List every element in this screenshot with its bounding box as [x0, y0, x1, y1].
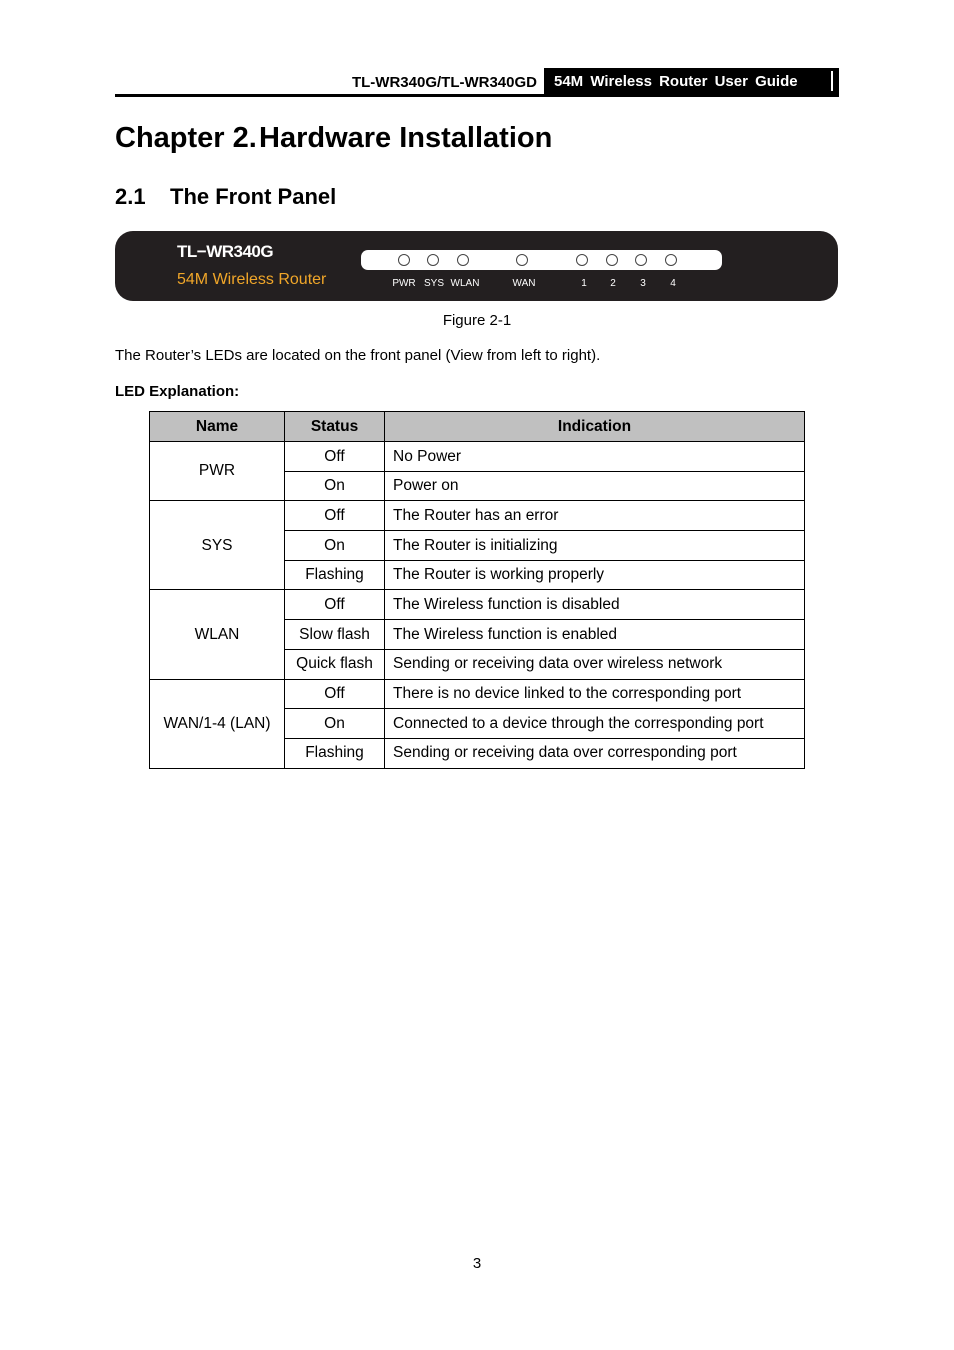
- led-indicator-icon: [576, 254, 588, 266]
- status-cell: On: [285, 471, 385, 501]
- led-indicator-icon: [427, 254, 439, 266]
- led-indicator-icon: [635, 254, 647, 266]
- column-header: Indication: [385, 412, 805, 442]
- led-label: 4: [670, 278, 676, 289]
- table-row: [150, 501, 805, 531]
- router-front-panel-figure: [115, 231, 838, 301]
- status-cell: Off: [285, 590, 385, 620]
- indication-cell: The Router is working properly: [385, 560, 805, 590]
- led-name-cell: WLAN: [150, 590, 285, 679]
- led-indicator-icon: [606, 254, 618, 266]
- indication-cell: The Router has an error: [385, 501, 805, 531]
- led-indicator-icon: [398, 254, 410, 266]
- status-cell: Off: [285, 442, 385, 472]
- indication-cell: The Wireless function is disabled: [385, 590, 805, 620]
- led-label: WLAN: [450, 278, 480, 289]
- indication-cell: The Router is initializing: [385, 531, 805, 561]
- status-cell: On: [285, 709, 385, 739]
- led-explanation-table: [149, 411, 805, 769]
- table-header-row: [150, 412, 805, 442]
- indication-cell: Power on: [385, 471, 805, 501]
- section-title: [115, 184, 336, 210]
- led-name-cell: SYS: [150, 501, 285, 590]
- column-header: Name: [150, 412, 285, 442]
- status-cell: Quick flash: [285, 649, 385, 679]
- table-row: [150, 590, 805, 620]
- intro-paragraph: The Router’s LEDs are located on the front panel (View from left to right).: [115, 347, 601, 364]
- panel-model-label: TL−WR340G: [177, 242, 274, 261]
- chapter-number: Chapter 2.: [115, 122, 257, 154]
- section-number: 2.1: [115, 184, 146, 209]
- led-label: WAN: [512, 278, 536, 289]
- indication-cell: No Power: [385, 442, 805, 472]
- indication-cell: There is no device linked to the corresponding port: [385, 679, 805, 709]
- table-row: [150, 442, 805, 472]
- led-name-cell: WAN/1-4 (LAN): [150, 679, 285, 768]
- status-cell: Slow flash: [285, 620, 385, 650]
- indication-cell: Connected to a device through the corresponding port: [385, 709, 805, 739]
- led-label: 3: [640, 278, 646, 289]
- led-label: 2: [610, 278, 616, 289]
- led-explanation-heading: LED Explanation:: [115, 383, 240, 400]
- page-number: 3: [472, 1255, 482, 1272]
- indication-cell: The Wireless function is enabled: [385, 620, 805, 650]
- status-cell: Flashing: [285, 560, 385, 590]
- led-name-cell: PWR: [150, 442, 285, 501]
- led-indicator-icon: [516, 254, 528, 266]
- header-model: TL-WR340G/TL-WR340GD: [351, 74, 537, 91]
- indication-cell: Sending or receiving data over wireless network: [385, 649, 805, 679]
- indication-cell: Sending or receiving data over corresponding port: [385, 738, 805, 768]
- table-row: [150, 679, 805, 709]
- led-indicator-icon: [665, 254, 677, 266]
- chapter-title: [115, 122, 552, 155]
- status-cell: Off: [285, 501, 385, 531]
- column-header: Status: [285, 412, 385, 442]
- figure-caption: Figure 2-1: [442, 312, 512, 329]
- led-strip: [361, 250, 722, 270]
- status-cell: On: [285, 531, 385, 561]
- status-cell: Flashing: [285, 738, 385, 768]
- led-label: PWR: [392, 278, 416, 289]
- section-name: The Front Panel: [170, 184, 337, 209]
- led-label: 1: [581, 278, 587, 289]
- status-cell: Off: [285, 679, 385, 709]
- header-guide-title: 54M Wireless Router User Guide: [544, 68, 839, 94]
- page-header: [115, 68, 839, 97]
- panel-description-label: 54M Wireless Router: [177, 271, 327, 288]
- chapter-name: Hardware Installation: [259, 122, 553, 154]
- led-indicator-icon: [457, 254, 469, 266]
- led-label: SYS: [423, 278, 445, 289]
